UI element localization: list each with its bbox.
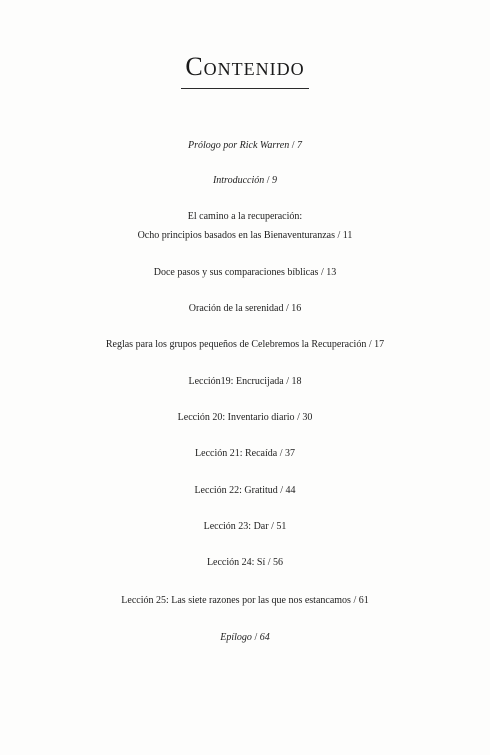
toc-separator: /: [264, 175, 273, 186]
toc-entry-label: Lección 24: Sí: [206, 557, 266, 568]
toc-entry-label: Reglas para los grupos pequeños de Celebremos la Recuperación: [105, 339, 367, 350]
toc-page-number: 37: [284, 448, 295, 459]
toc-entry-prologo: [0, 136, 490, 155]
toc-page-number: 30: [302, 412, 313, 423]
toc-entry-camino: [0, 207, 490, 245]
toc-page-number: 7: [296, 140, 302, 151]
toc-entry-label: Ocho principios basados en las Bienaventuranzas: [137, 230, 336, 241]
toc-separator: /: [289, 140, 297, 151]
toc-entry-label: Prólogo por Rick Warren: [188, 140, 290, 151]
toc-separator: /: [268, 521, 277, 532]
toc-entry-leccion-24: [0, 553, 490, 572]
toc-entry-leccion-23: [0, 517, 490, 536]
toc-entry-epilogo: [0, 628, 490, 647]
toc-entry-leccion-20: [0, 408, 490, 427]
toc-page-number: 17: [374, 339, 385, 350]
toc-entry-label: Lección 20: Inventario diario: [177, 412, 295, 423]
toc-entry-leccion-21: [0, 444, 490, 463]
toc-separator: /: [251, 632, 260, 643]
toc-entry-label: Lección 23: Dar: [203, 521, 269, 532]
toc-separator: /: [283, 376, 292, 387]
toc-entry-doce-pasos: [0, 263, 490, 282]
toc-entry-label: Introducción: [212, 175, 265, 186]
toc-entry-oracion: [0, 299, 490, 318]
toc-page-number: 13: [326, 267, 337, 278]
toc-page-number: 44: [285, 485, 296, 496]
toc-entry-label-line2: [0, 226, 490, 245]
toc-page-number: 56: [273, 557, 284, 568]
toc-entry-reglas: [0, 335, 490, 354]
toc-page-number: 16: [291, 303, 302, 314]
toc-page-number: 51: [276, 521, 287, 532]
toc-entry-leccion-22: [0, 481, 490, 500]
toc-entry-leccion-25: [0, 591, 490, 610]
toc-separator: /: [283, 303, 292, 314]
toc-entry-label: Lección 22: Gratitud: [194, 485, 278, 496]
toc-page-number: 11: [342, 230, 353, 241]
toc-entry-label: Doce pasos y sus comparaciones bíblicas: [153, 267, 319, 278]
toc-separator: /: [294, 412, 303, 423]
toc-page-number: 9: [272, 175, 278, 186]
toc-entry-introduccion: [0, 171, 490, 190]
toc-entry-label-line1: El camino a la recuperación:: [187, 211, 303, 222]
heading-wrap: [0, 52, 490, 89]
toc-page-number: 64: [259, 632, 270, 643]
toc-page-number: 61: [358, 595, 369, 606]
toc-entry-label: Lección 21: Recaída: [195, 448, 278, 459]
toc-separator: /: [366, 339, 375, 350]
toc-entry-leccion-19: [0, 372, 490, 391]
toc-page-number: 18: [291, 376, 302, 387]
toc-entry-label: Oración de la serenidad: [188, 303, 284, 314]
toc-separator: /: [277, 485, 286, 496]
toc-entry-label: Lección19: Encrucijada: [188, 376, 284, 387]
toc-separator: /: [335, 230, 343, 241]
toc-separator: /: [265, 557, 274, 568]
toc-entry-label: Epílogo: [220, 632, 252, 643]
toc-entry-label: Lección 25: Las siete razones por las que nos estancamos: [121, 595, 351, 606]
toc-separator: /: [350, 595, 359, 606]
toc-separator: /: [318, 267, 327, 278]
page-title: Contenido: [181, 52, 308, 89]
toc-separator: /: [277, 448, 285, 459]
